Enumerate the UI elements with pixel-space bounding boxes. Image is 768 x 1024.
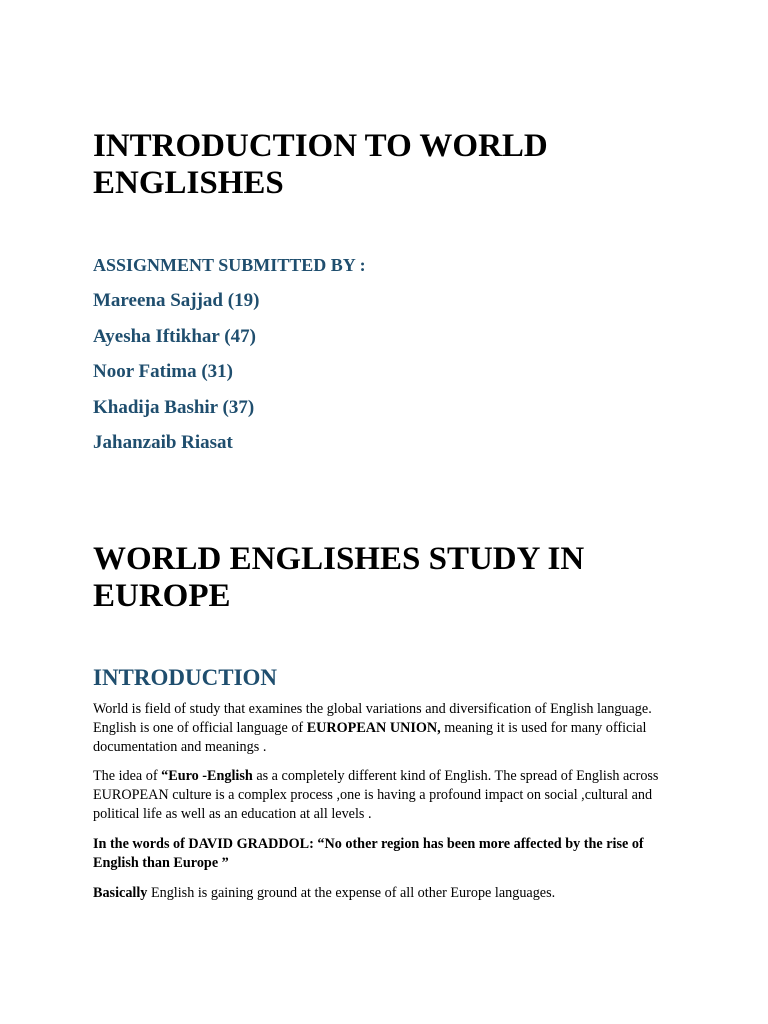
paragraph-text: meaning it is used for many official documentation and meanings . [93,720,647,755]
introduction-heading: INTRODUCTION [93,665,278,690]
author-name: Noor Fatima (31) [93,361,234,382]
author-name: Ayesha Iftikhar (47) [93,325,256,347]
paragraph-text: World is field of study that examines the global variations and diversification of English language. English is one of official language of [93,701,652,736]
author-list [93,290,259,468]
paragraph [93,767,678,824]
paragraph [93,884,678,903]
author-name: Khadija Bashir (37) [93,396,255,418]
paragraph-emphasis: EUROPEAN UNION, [306,720,441,736]
paragraph [93,700,678,757]
paragraph-text: as a completely different kind of English. The spread of English across EUROPEAN culture is a complex process ,one is having a profound impact on social ,cultural and political life as well as an education at all levels . [93,768,659,822]
paragraph-text: English is gaining ground at the expense of all other Europe languages. [147,885,556,901]
author-name: Mareena Sajjad (19) [93,290,260,311]
submitted-by-heading: ASSIGNMENT SUBMITTED BY : [93,255,366,275]
author-name: Jahanzaib Riasat [93,432,233,453]
paragraph-emphasis: Basically [93,885,148,901]
section-title: WORLD ENGLISHES STUDY IN EUROPE [93,541,585,614]
paragraph-emphasis: “Euro -English [161,768,253,784]
quote-paragraph: In the words of DAVID GRADDOL: “No other region has been more affected by the rise of English than Europe ” [93,836,644,871]
paragraph-text: The idea of [93,768,162,784]
document-title: INTRODUCTION TO WORLD ENGLISHES [93,128,548,201]
